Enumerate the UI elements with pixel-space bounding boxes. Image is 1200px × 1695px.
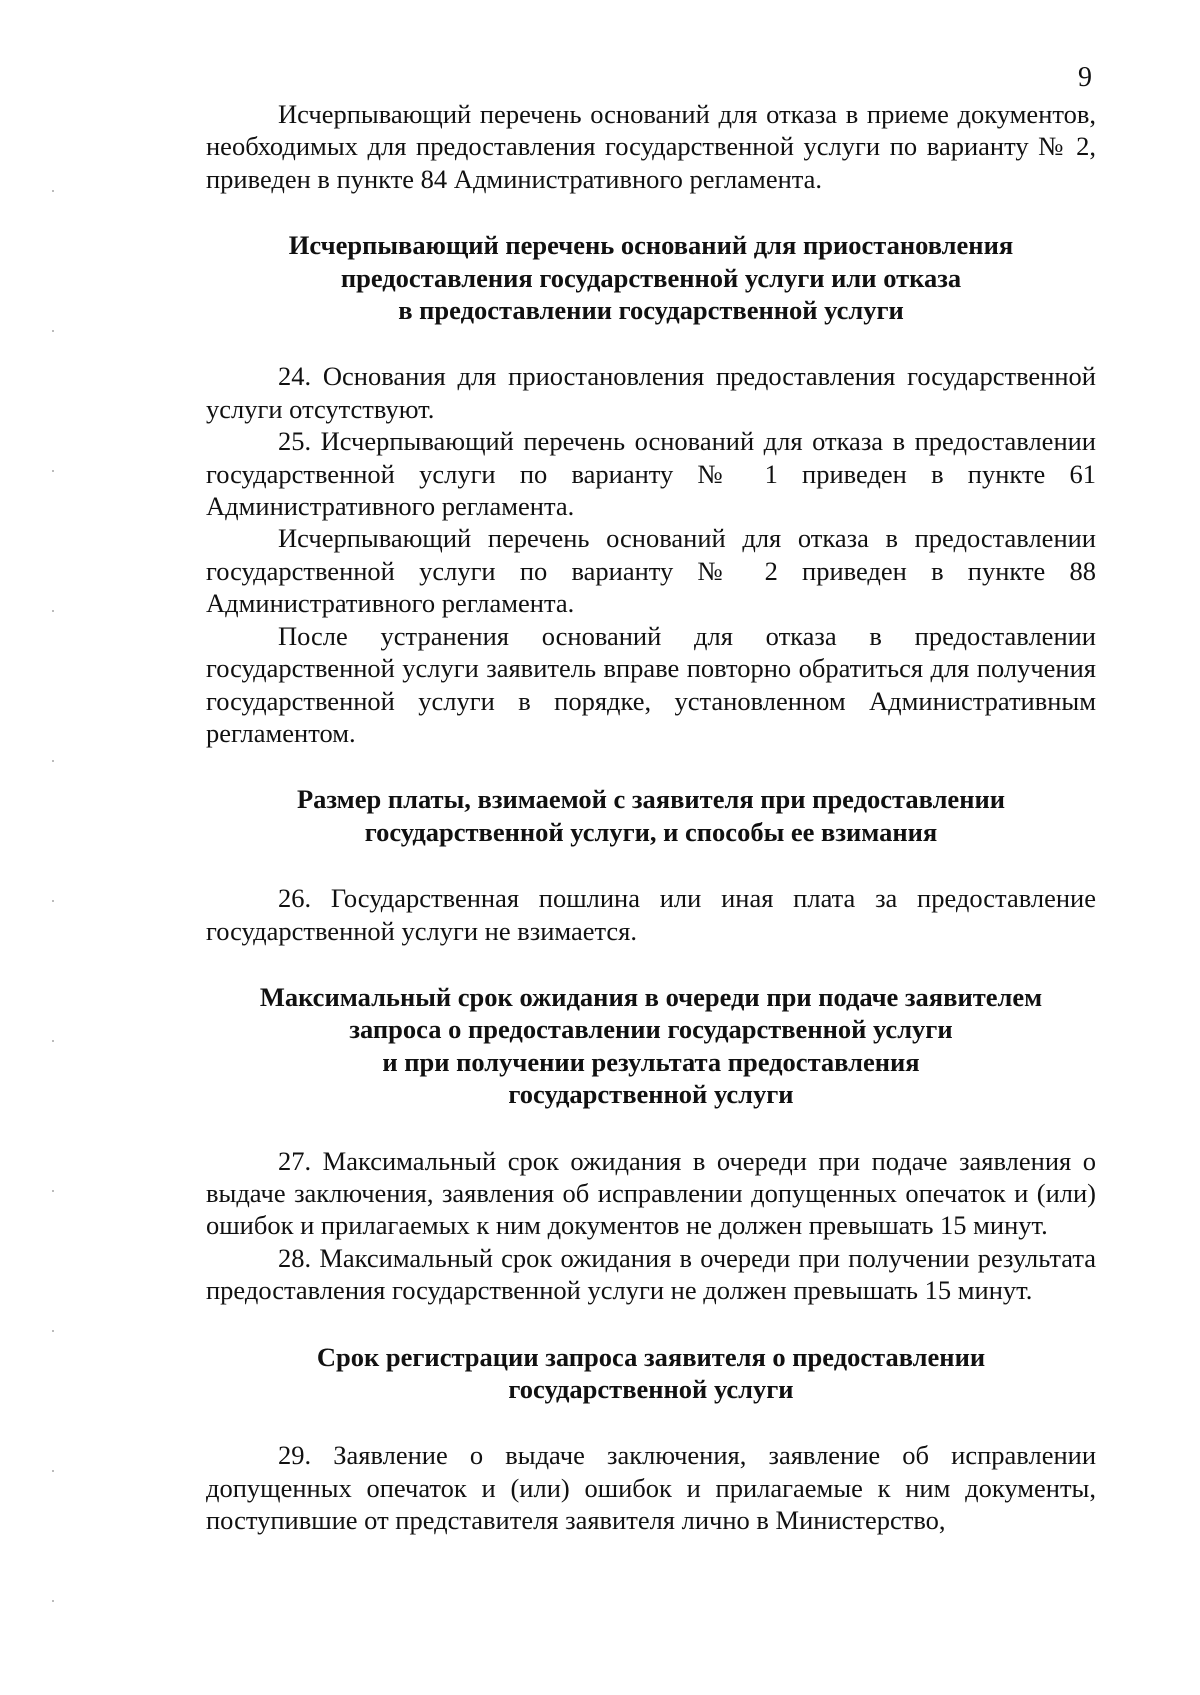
heading-registration-term: Срок регистрации запроса заявителя о предоставлении государственной услуги — [316, 1341, 986, 1404]
paragraph-24: 24. Основания для приостановления предоставления государственной услуги отсутствуют. — [206, 361, 1096, 424]
paragraph-refusal-variant-2-docs: Исчерпывающий перечень оснований для отказа в приеме документов, необходимых для предоставления государственной услуги по варианту № 2, приведен в пункте 84 Административного регламента. — [206, 99, 1096, 194]
heading-max-waiting-time: Максимальный срок ожидания в очереди при подаче заявителем запроса о предоставлении государственной услуги и при получении результата предоставления государственной услуги — [259, 981, 1043, 1110]
paragraph-28: 28. Максимальный срок ожидания в очереди при получении результата предоставления государственной услуги не должен превышать 15 минут. — [206, 1242, 1096, 1306]
paragraph-25-reapply: После устранения оснований для отказа в предоставлении государственной услуги заявитель вправе повторно обратиться для получения государственной услуги в порядке, установленном Административным регламентом. — [206, 620, 1096, 748]
paragraph-27: 27. Максимальный срок ожидания в очереди при подаче заявления о выдаче заключения, заявления об исправлении допущенных опечаток и (или) ошибок и прилагаемых к ним документов не должен превышать 15 минут. — [206, 1145, 1096, 1241]
paragraph-25-variant-2: Исчерпывающий перечень оснований для отказа в предоставлении государственной услуги по варианту № 2 приведен в пункте 88 Административного регламента. — [206, 523, 1096, 619]
document-body — [206, 98, 1096, 1537]
heading-fee: Размер платы, взимаемой с заявителя при предоставлении государственной услуги, и способы ее взимания — [296, 784, 1006, 847]
page-number: 9 — [1078, 62, 1092, 93]
heading-grounds-suspension-refusal: Исчерпывающий перечень оснований для приостановления предоставления государственной услуги или отказа в предоставлении государственной услуги — [288, 230, 1014, 326]
paragraph-25: 25. Исчерпывающий перечень оснований для отказа в предоставлении государственной услуги по варианту № 1 приведен в пункте 61 Административного регламента. — [206, 426, 1096, 522]
paragraph-26: 26. Государственная пошлина или иная плата за предоставление государственной услуги не взимается. — [206, 883, 1096, 946]
paragraph-29: 29. Заявление о выдаче заключения, заявление об исправлении допущенных опечаток и (или) ошибок и прилагаемые к ним документы, поступившие от представителя заявителя лично в Министерство, — [206, 1440, 1096, 1536]
